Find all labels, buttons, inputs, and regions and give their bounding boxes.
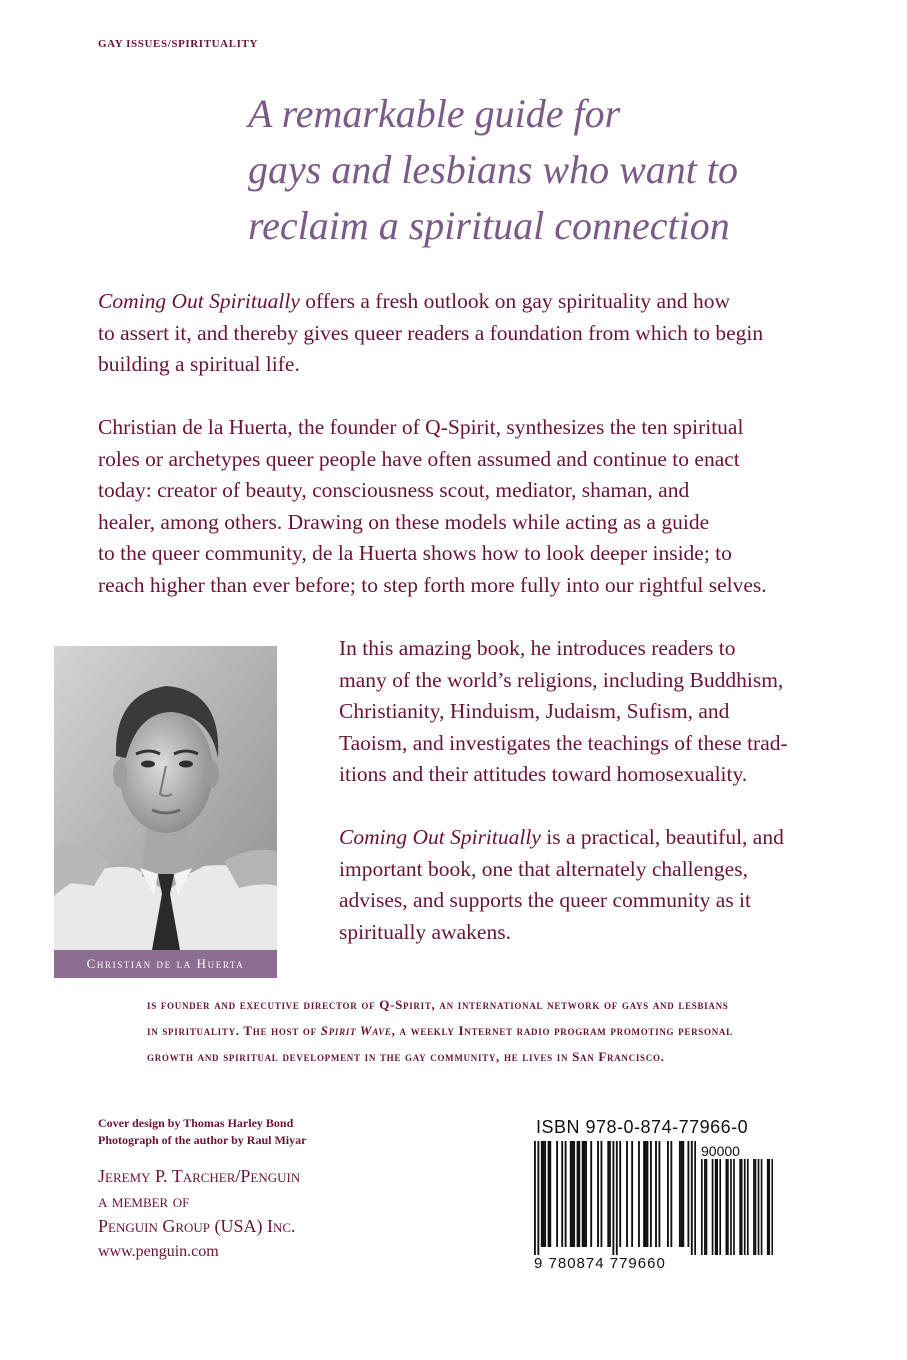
isbn-label: ISBN 978-0-874-77966-0 bbox=[536, 1117, 749, 1137]
bio-line-2 bbox=[147, 1018, 847, 1044]
barcode-bar bbox=[643, 1141, 645, 1247]
barcode-bar bbox=[682, 1141, 684, 1247]
addon-bar bbox=[744, 1159, 746, 1255]
addon-barcode-bars bbox=[701, 1159, 773, 1255]
barcode-digits: 9 780874 779660 bbox=[534, 1255, 666, 1272]
summary-line-1-rest: is a practical, beautiful, and bbox=[540, 825, 784, 849]
intro-paragraph bbox=[98, 286, 763, 381]
addon-bar bbox=[719, 1159, 721, 1255]
religions-line: Taoism, and investigates the teachings of these trad- bbox=[339, 730, 788, 755]
barcode-bar bbox=[570, 1141, 572, 1247]
book-title: Coming Out Spiritually bbox=[98, 289, 300, 313]
isbn-barcode bbox=[528, 1117, 778, 1275]
ean-barcode-bars bbox=[534, 1141, 696, 1255]
publisher-line-1: Jeremy P. Tarcher/Penguin bbox=[98, 1166, 301, 1186]
publisher-website: www.penguin.com bbox=[98, 1243, 219, 1260]
barcode-bar bbox=[645, 1141, 647, 1247]
barcode-bar bbox=[631, 1141, 633, 1247]
addon-bar bbox=[755, 1159, 757, 1255]
book-title: Coming Out Spiritually bbox=[339, 825, 541, 849]
price-addon-number: 90000 bbox=[701, 1143, 740, 1159]
barcode-bar bbox=[612, 1141, 614, 1255]
addon-bar bbox=[726, 1159, 728, 1255]
publisher-line-2: a member of bbox=[98, 1191, 190, 1211]
bio-line-3: growth and spiritual development in the gay community, he lives in San Francisco. bbox=[147, 1049, 665, 1064]
radio-show-title: Spirit Wave bbox=[320, 1023, 392, 1038]
barcode-bar bbox=[565, 1141, 567, 1247]
barcode-bar bbox=[548, 1141, 550, 1247]
religions-paragraph bbox=[339, 633, 788, 791]
religions-line: itions and their attitudes toward homosexuality. bbox=[339, 762, 748, 786]
addon-bar bbox=[753, 1159, 755, 1255]
summary-line-3: advises, and supports the queer community as it bbox=[339, 888, 752, 912]
photo-credit: Photograph of the author by Raul Miyar bbox=[98, 1133, 307, 1147]
religions-line: many of the world’s religions, including Buddhism, bbox=[339, 667, 784, 692]
archetypes-line: healer, among others. Drawing on these models while acting as a guide bbox=[98, 509, 710, 534]
addon-bar bbox=[739, 1159, 741, 1255]
barcode-bar bbox=[534, 1141, 536, 1255]
barcode-bar bbox=[601, 1141, 603, 1247]
intro-line-3: building a spiritual life. bbox=[98, 352, 300, 376]
barcode-bar bbox=[679, 1141, 681, 1247]
author-bio bbox=[147, 992, 847, 1070]
archetypes-line: today: creator of beauty, consciousness scout, mediator, shaman, and bbox=[98, 478, 690, 502]
barcode-bar bbox=[583, 1141, 585, 1247]
barcode-bar bbox=[670, 1141, 672, 1247]
archetypes-paragraph bbox=[98, 412, 767, 601]
barcode-bar bbox=[647, 1141, 649, 1247]
author-portrait-image bbox=[54, 646, 277, 950]
publisher-line-3: Penguin Group (USA) Inc. bbox=[98, 1216, 296, 1236]
archetypes-line: reach higher than ever before; to step forth more fully into our rightful selves. bbox=[98, 572, 767, 597]
barcode-bar bbox=[681, 1141, 683, 1247]
addon-bar bbox=[704, 1159, 706, 1255]
bio-line-2-before: in spirituality. The host of bbox=[147, 1023, 321, 1038]
publisher-block bbox=[98, 1164, 300, 1239]
summary-line-1 bbox=[339, 822, 784, 854]
barcode-bar bbox=[577, 1141, 579, 1247]
barcode-bar bbox=[597, 1141, 599, 1247]
addon-bar bbox=[741, 1159, 743, 1255]
addon-bar bbox=[768, 1159, 770, 1255]
addon-bar bbox=[767, 1159, 769, 1255]
barcode-bar bbox=[573, 1141, 575, 1247]
barcode-bar bbox=[607, 1141, 609, 1247]
bio-line-2-after: , a weekly Internet radio program promoting personal bbox=[391, 1023, 733, 1038]
addon-bar bbox=[715, 1159, 717, 1255]
barcode-bar bbox=[556, 1141, 558, 1247]
photo-caption: Christian de la Huerta bbox=[54, 950, 277, 978]
barcode-bar bbox=[582, 1141, 584, 1247]
addon-bar bbox=[701, 1159, 703, 1255]
addon-bar bbox=[727, 1159, 729, 1255]
archetypes-line: Christian de la Huerta, the founder of Q-Spirit, synthesizes the ten spiritual bbox=[98, 415, 744, 439]
barcode-bar bbox=[543, 1141, 545, 1247]
addon-bar bbox=[712, 1159, 714, 1255]
barcode-bar bbox=[691, 1141, 693, 1255]
barcode-bar bbox=[638, 1141, 640, 1247]
addon-bar bbox=[747, 1159, 749, 1255]
credits bbox=[98, 1115, 306, 1149]
barcode-bar bbox=[537, 1141, 539, 1255]
tagline bbox=[248, 86, 868, 254]
barcode-bar bbox=[694, 1141, 696, 1255]
archetypes-line: to the queer community, de la Huerta shows how to look deeper inside; to bbox=[98, 541, 732, 565]
barcode-bar bbox=[667, 1141, 669, 1247]
barcode-bar bbox=[626, 1141, 628, 1247]
barcode-bar bbox=[687, 1141, 689, 1247]
religions-line: Christianity, Hinduism, Judaism, Sufism, and bbox=[339, 699, 730, 723]
barcode-bar bbox=[572, 1141, 574, 1247]
barcode-bar bbox=[609, 1141, 611, 1247]
category-label: GAY ISSUES/SPIRITUALITY bbox=[98, 38, 259, 50]
cover-design-credit: Cover design by Thomas Harley Bond bbox=[98, 1116, 294, 1130]
summary-paragraph bbox=[339, 822, 784, 948]
bio-line-1: is founder and executive director of Q-Spirit, an international network of gays and lesbians bbox=[147, 997, 729, 1012]
addon-bar bbox=[730, 1159, 732, 1255]
intro-line-1 bbox=[98, 286, 763, 318]
barcode-bar bbox=[541, 1141, 543, 1247]
tagline-line-1: A remarkable guide for bbox=[248, 91, 621, 136]
summary-line-2: important book, one that alternately challenges, bbox=[339, 856, 748, 881]
barcode-bar bbox=[544, 1141, 546, 1247]
author-photo bbox=[54, 646, 277, 950]
summary-line-4: spiritually awakens. bbox=[339, 919, 511, 944]
tagline-line-2: gays and lesbians who want to bbox=[248, 147, 739, 192]
intro-line-1-rest: offers a fresh outlook on gay spirituality and how bbox=[299, 289, 730, 313]
addon-bar bbox=[758, 1159, 760, 1255]
barcode-bar bbox=[578, 1141, 580, 1247]
barcode-bar bbox=[616, 1141, 618, 1255]
barcode-bar bbox=[619, 1141, 621, 1247]
barcode-bar bbox=[549, 1141, 551, 1247]
barcode-bar bbox=[655, 1141, 657, 1247]
barcode-bar bbox=[658, 1141, 660, 1247]
barcode-bar bbox=[585, 1141, 587, 1247]
religions-line: In this amazing book, he introduces readers to bbox=[339, 636, 736, 660]
intro-line-2: to assert it, and thereby gives queer readers a foundation from which to begin bbox=[98, 320, 764, 345]
addon-bar bbox=[716, 1159, 718, 1255]
addon-bar bbox=[733, 1159, 735, 1255]
tagline-line-3: reclaim a spiritual connection bbox=[248, 203, 730, 248]
barcode-bar bbox=[650, 1141, 652, 1247]
archetypes-line: roles or archetypes queer people have often assumed and continue to enact bbox=[98, 446, 740, 471]
barcode-bar bbox=[561, 1141, 563, 1247]
addon-bar bbox=[706, 1159, 708, 1255]
addon-bar bbox=[771, 1159, 773, 1255]
addon-bar bbox=[761, 1159, 763, 1255]
barcode-bar bbox=[590, 1141, 592, 1247]
